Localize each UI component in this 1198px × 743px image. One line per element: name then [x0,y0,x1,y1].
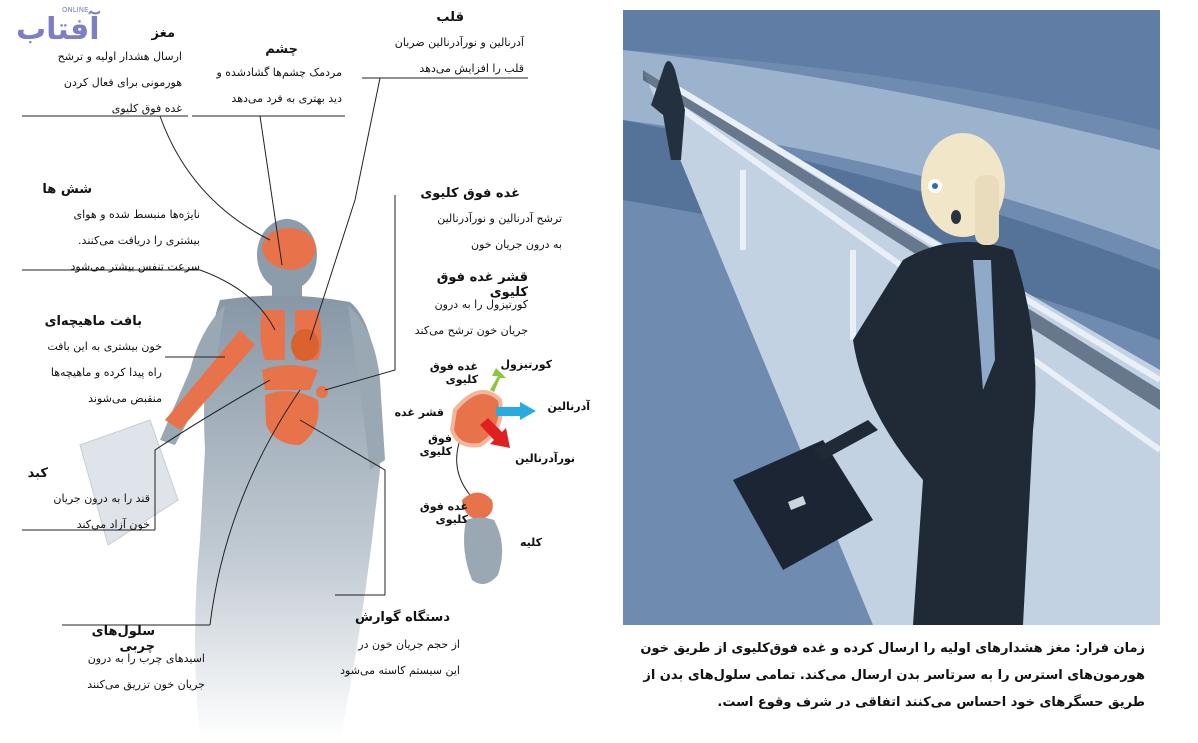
cortex-title: قشر غده فوق کلیوی [436,270,528,300]
lungs-shape [261,310,285,360]
logo-wordmark: آفتاب [16,12,100,47]
liver-line: قند را به درون جریان [53,492,150,505]
diagram-gland-label: غده فوق کلیوی [429,360,478,386]
heart-desc [362,30,524,82]
fat-line: جریان خون تزریق می‌کنند [87,678,205,691]
cortex-line: کورتیزول را به درون [434,298,528,311]
muscle-line: خون بیشتری به این بافت [47,340,162,353]
muscle-desc [20,334,162,412]
brain-desc [22,44,182,122]
caption-text: زمان فرار: مغز هشدارهای اولیه را ارسال کرده و غده فوق‌کلیوی از طریق خون هورمون‌های استرس را به سرتاسر بدن ارسال می‌کند. تمامی سلول‌های بدن از طریق حسگرهای خود احساس می‌کنند اتفاقی در شرف وقوع است. [640,641,1145,710]
diagram-cortisol-label: کورتیزول [500,358,552,371]
diagram-cortex-label-2: فوق کلیوی [419,432,452,458]
diagram-adrenaline-label: آدرنالین [547,400,590,413]
muscle-line: راه پیدا کرده و ماهیچه‌ها [50,366,162,379]
heart-shape [291,329,319,361]
lungs-title: شش ها [42,182,92,197]
diagram-gland-label-2: غده فوق کلیوی [419,500,468,526]
eye-line: مردمک چشم‌ها گشادشده و [216,66,342,79]
heart-line: قلب را افزایش می‌دهد [419,62,524,75]
adrenal-line: ترشح آدرنالین و نورآدرنالین [437,212,562,225]
adrenal-shape [316,386,328,398]
diagram-kidney-label: کلیه [519,536,542,549]
brain-line: ارسال هشدار اولیه و ترشح [57,50,182,63]
heart-line: آدرنالین و نورآدرنالین ضربان [394,36,524,49]
scream-illustration [623,10,1160,625]
eye-line: دید بهتری به فرد می‌دهد [231,92,342,105]
eye-desc [192,60,342,112]
cortex-line: جریان خون ترشح می‌کند [414,324,528,337]
cortex-desc [400,292,528,344]
lungs-desc [20,202,200,280]
fat-title: سلول‌های چربی [91,624,155,654]
fat-line: اسیدهای چرب را به درون [87,652,205,665]
liver-shape [262,365,318,390]
muscle-line: منقبض می‌شوند [88,392,162,405]
heart-title: قلب [436,10,464,25]
liver-line: خون آزاد می‌کند [76,518,150,531]
brain-line: غده فوق کلیوی [111,102,182,115]
adrenal-title: غده فوق کلیوی [420,186,520,201]
fat-desc [55,646,205,698]
kidney-diagram [464,518,502,585]
logo-online-text: ONLINE [62,6,89,14]
brain-line: هورمونی برای فعال کردن [63,76,182,89]
adrenal-line: به درون جریان خون [471,238,562,251]
lungs-line: بیشتری را دریافت می‌کنند. [78,234,200,247]
eye-title: چشم [265,42,298,57]
diagram-noradrenaline-label: نورآدرنالین [515,452,575,465]
liver-title: کبد [27,466,48,481]
adrenal-desc [400,206,562,258]
cortisol-arrow [490,368,506,392]
lungs-line: سرعت تنفس بیشتر می‌شود [70,260,200,273]
diagram-cortex-label: قشر غده [394,406,444,419]
liver-desc [18,486,150,538]
digest-line: این سیستم کاسته می‌شود [340,664,460,677]
digest-title: دستگاه گوارش [355,610,450,625]
lungs-line: نایژه‌ها منبسط شده و هوای [73,208,200,221]
digest-line: از حجم جریان خون در [358,638,460,651]
muscle-title: بافت ماهیچه‌ای [44,314,142,329]
brain-title: مغز [151,26,175,41]
digest-desc [330,632,460,684]
